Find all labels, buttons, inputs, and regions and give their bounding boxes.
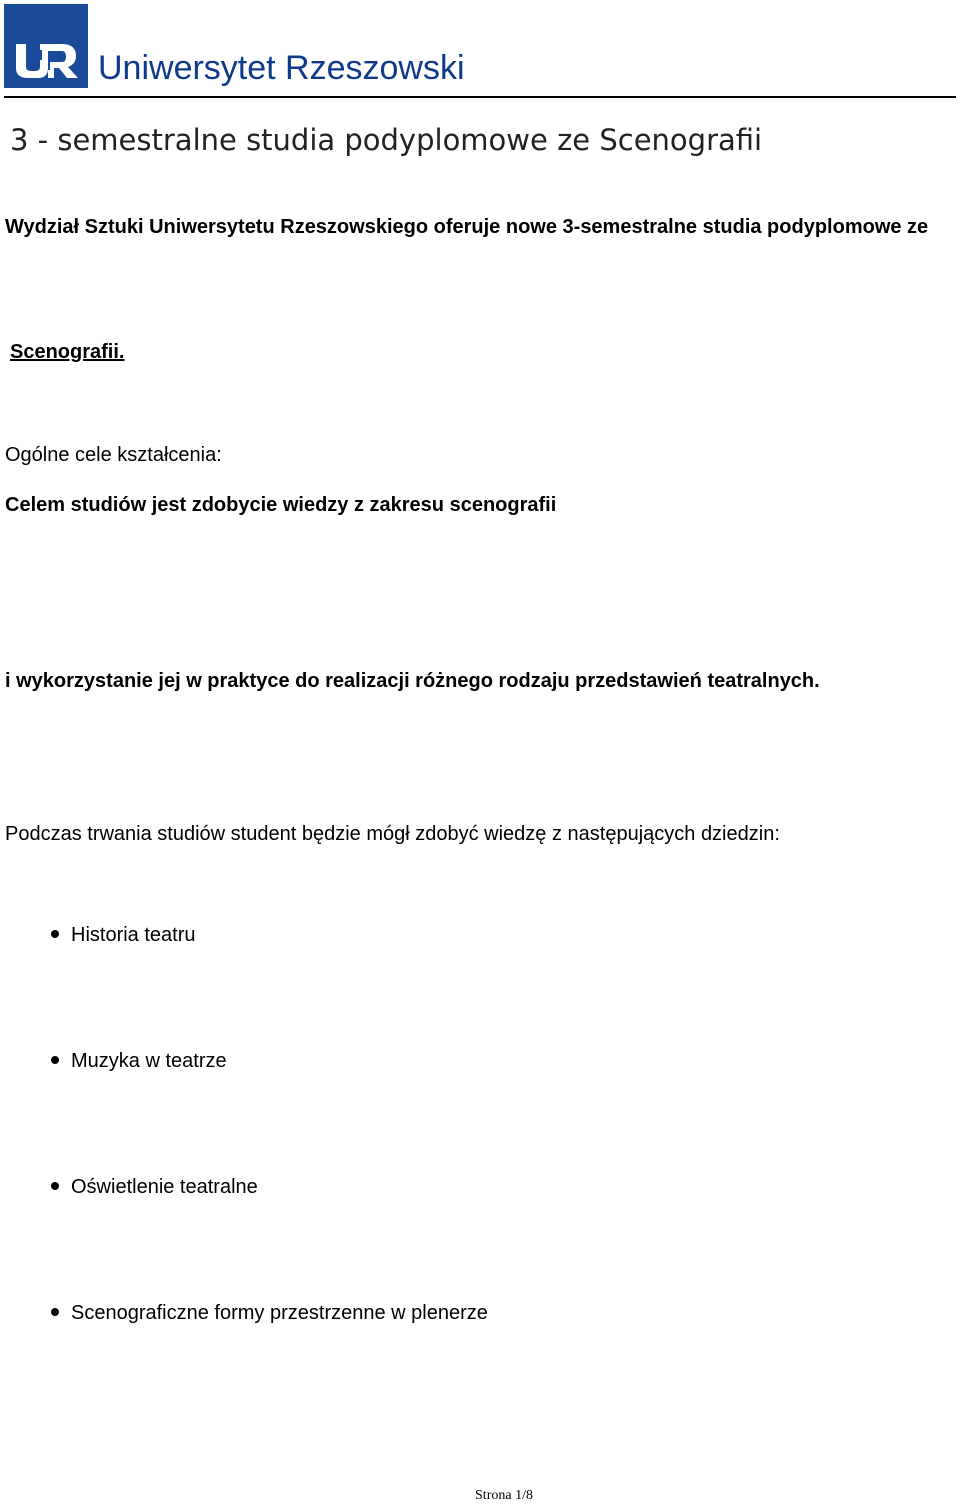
- page-number: Strona 1/8: [475, 1488, 533, 1503]
- scenografii-link-tail: .: [118, 341, 125, 363]
- list-item-text: Scenograficzne formy przestrzenne w plenerze: [71, 1302, 488, 1324]
- goals-label: Ogólne cele kształcenia:: [5, 444, 222, 466]
- scenografii-link-text: Scenografii: [10, 341, 119, 363]
- bullet-icon: [51, 1056, 59, 1064]
- page-header: [4, 4, 956, 98]
- goals-text-line-1: Celem studiów jest zdobycie wiedzy z zakresu scenografii: [5, 494, 557, 516]
- goals-text-line-2: i wykorzystanie jej w praktyce do realizacji różnego rodzaju przedstawień teatralnych.: [5, 670, 820, 692]
- scenografii-link[interactable]: [10, 340, 124, 364]
- bullet-icon: [51, 1182, 59, 1190]
- list-item-text: Oświetlenie teatralne: [71, 1176, 258, 1198]
- list-item: [51, 1175, 258, 1199]
- fields-intro: Podczas trwania studiów student będzie mógł zdobyć wiedzę z następujących dziedzin:: [5, 823, 780, 845]
- list-item-text: Muzyka w teatrze: [71, 1050, 227, 1072]
- list-item: [51, 1049, 227, 1073]
- list-item-text: Historia teatru: [71, 924, 196, 946]
- list-item: [51, 1301, 488, 1325]
- bullet-icon: [51, 930, 59, 938]
- page-title: 3 - semestralne studia podyplomowe ze Scenografii: [10, 123, 763, 157]
- intro-text: Wydział Sztuki Uniwersytetu Rzeszowskiego oferuje nowe 3-semestralne studia podyplomowe ze: [5, 216, 929, 238]
- list-item: [51, 923, 196, 947]
- bullet-icon: [51, 1308, 59, 1316]
- ur-logo-icon[interactable]: [4, 4, 88, 88]
- university-name: Uniwersytet Rzeszowski: [98, 49, 465, 87]
